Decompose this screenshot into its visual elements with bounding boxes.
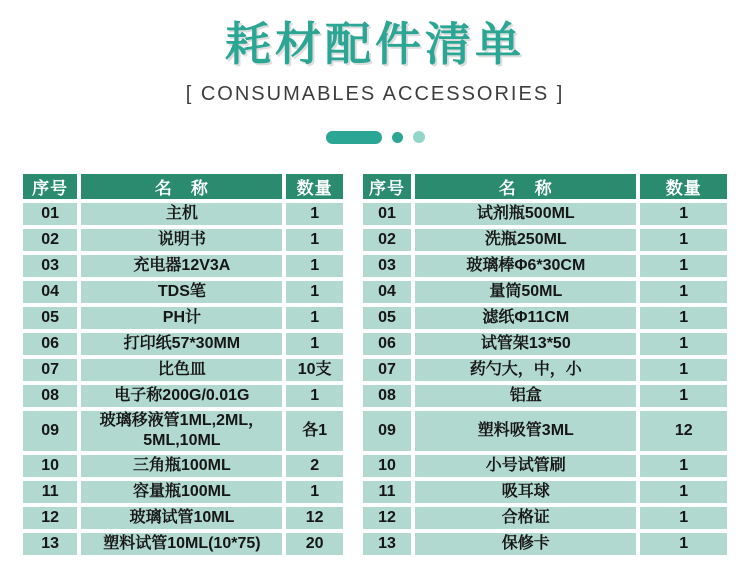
item-name: 塑料吸管3ML bbox=[415, 411, 636, 451]
item-qty: 1 bbox=[640, 307, 727, 329]
item-name: 玻璃移液管1ML,2ML，5ML,10ML bbox=[81, 411, 282, 451]
row-number: 05 bbox=[363, 307, 411, 329]
column-header-no: 序号 bbox=[363, 174, 411, 199]
item-qty: 1 bbox=[640, 507, 727, 529]
table-row bbox=[23, 481, 727, 503]
column-header-qty: 数量 bbox=[286, 174, 342, 199]
item-qty: 1 bbox=[640, 255, 727, 277]
table-row bbox=[23, 533, 727, 555]
item-name: 容量瓶100ML bbox=[81, 481, 282, 503]
item-name: 试管架13*50 bbox=[415, 333, 636, 355]
item-name: PH计 bbox=[81, 307, 282, 329]
table-row bbox=[23, 385, 727, 407]
row-number: 05 bbox=[23, 307, 77, 329]
item-name: 保修卡 bbox=[415, 533, 636, 555]
row-number: 03 bbox=[23, 255, 77, 277]
parts-table-body bbox=[23, 203, 727, 555]
table-gap-spacer bbox=[347, 359, 359, 381]
item-qty: 1 bbox=[286, 385, 342, 407]
table-gap-spacer bbox=[347, 385, 359, 407]
table-row bbox=[23, 359, 727, 381]
item-name: 比色皿 bbox=[81, 359, 282, 381]
item-qty: 1 bbox=[286, 481, 342, 503]
row-number: 02 bbox=[23, 229, 77, 251]
page-title: 耗材配件清单 bbox=[225, 18, 525, 70]
row-number: 11 bbox=[23, 481, 77, 503]
item-name: 铝盒 bbox=[415, 385, 636, 407]
row-number: 06 bbox=[23, 333, 77, 355]
dot-light-icon bbox=[413, 131, 425, 143]
row-number: 01 bbox=[363, 203, 411, 225]
table-gap-spacer bbox=[347, 411, 359, 451]
row-number: 04 bbox=[363, 281, 411, 303]
column-header-no: 序号 bbox=[23, 174, 77, 199]
item-name: 滤纸Φ11CM bbox=[415, 307, 636, 329]
table-row bbox=[23, 229, 727, 251]
item-qty: 12 bbox=[286, 507, 342, 529]
table-row bbox=[23, 507, 727, 529]
column-header-name: 名 称 bbox=[81, 174, 282, 199]
item-qty: 1 bbox=[640, 359, 727, 381]
table-row bbox=[23, 333, 727, 355]
page-subtitle: [ CONSUMABLES ACCESSORIES ] bbox=[185, 83, 565, 105]
row-number: 08 bbox=[23, 385, 77, 407]
item-name: 小号试管刷 bbox=[415, 455, 636, 477]
row-number: 12 bbox=[23, 507, 77, 529]
item-name: 打印纸57*30MM bbox=[81, 333, 282, 355]
item-name: 洗瓶250ML bbox=[415, 229, 636, 251]
table-gap-spacer bbox=[347, 229, 359, 251]
item-name: 塑料试管10ML(10*75) bbox=[81, 533, 282, 555]
consumables-table bbox=[19, 170, 731, 559]
table-row bbox=[23, 455, 727, 477]
item-qty: 1 bbox=[286, 307, 342, 329]
dot-icon bbox=[392, 132, 403, 143]
table-gap-spacer bbox=[347, 481, 359, 503]
item-name: 玻璃棒Φ6*30CM bbox=[415, 255, 636, 277]
item-name: 量筒50ML bbox=[415, 281, 636, 303]
item-qty: 1 bbox=[286, 203, 342, 225]
item-qty: 1 bbox=[640, 281, 727, 303]
table-row bbox=[23, 203, 727, 225]
row-number: 04 bbox=[23, 281, 77, 303]
table-gap-spacer bbox=[347, 507, 359, 529]
table-gap-spacer bbox=[347, 533, 359, 555]
column-header-name: 名 称 bbox=[415, 174, 636, 199]
item-qty: 1 bbox=[286, 281, 342, 303]
table-gap-spacer bbox=[347, 174, 359, 199]
row-number: 11 bbox=[363, 481, 411, 503]
row-number: 08 bbox=[363, 385, 411, 407]
row-number: 13 bbox=[23, 533, 77, 555]
table-row bbox=[23, 281, 727, 303]
row-number: 10 bbox=[23, 455, 77, 477]
row-number: 10 bbox=[363, 455, 411, 477]
row-number: 12 bbox=[363, 507, 411, 529]
row-number: 13 bbox=[363, 533, 411, 555]
row-number: 09 bbox=[363, 411, 411, 451]
item-qty: 12 bbox=[640, 411, 727, 451]
item-qty: 1 bbox=[640, 385, 727, 407]
item-qty: 1 bbox=[640, 203, 727, 225]
item-qty: 各1 bbox=[286, 411, 342, 451]
item-name: 充电器12V3A bbox=[81, 255, 282, 277]
item-qty: 1 bbox=[640, 481, 727, 503]
column-header-qty: 数量 bbox=[640, 174, 727, 199]
item-name: 主机 bbox=[81, 203, 282, 225]
item-name: TDS笔 bbox=[81, 281, 282, 303]
row-number: 06 bbox=[363, 333, 411, 355]
table-section bbox=[0, 170, 750, 559]
table-gap-spacer bbox=[347, 203, 359, 225]
item-qty: 1 bbox=[286, 255, 342, 277]
item-name: 吸耳球 bbox=[415, 481, 636, 503]
row-number: 01 bbox=[23, 203, 77, 225]
row-number: 02 bbox=[363, 229, 411, 251]
table-gap-spacer bbox=[347, 455, 359, 477]
table-gap-spacer bbox=[347, 307, 359, 329]
page-header bbox=[0, 0, 750, 144]
item-name: 试剂瓶500ML bbox=[415, 203, 636, 225]
item-name: 说明书 bbox=[81, 229, 282, 251]
row-number: 07 bbox=[363, 359, 411, 381]
table-gap-spacer bbox=[347, 333, 359, 355]
table-row bbox=[23, 411, 727, 451]
item-qty: 1 bbox=[640, 229, 727, 251]
item-name: 玻璃试管10ML bbox=[81, 507, 282, 529]
item-name: 电子称200G/0.01G bbox=[81, 385, 282, 407]
item-qty: 10支 bbox=[286, 359, 342, 381]
row-number: 07 bbox=[23, 359, 77, 381]
item-qty: 2 bbox=[286, 455, 342, 477]
item-qty: 1 bbox=[640, 533, 727, 555]
table-gap-spacer bbox=[347, 255, 359, 277]
table-gap-spacer bbox=[347, 281, 359, 303]
row-number: 09 bbox=[23, 411, 77, 451]
item-qty: 1 bbox=[286, 229, 342, 251]
item-name: 药勺大，中，小 bbox=[415, 359, 636, 381]
item-name: 三角瓶100ML bbox=[81, 455, 282, 477]
item-qty: 1 bbox=[640, 333, 727, 355]
item-qty: 1 bbox=[286, 333, 342, 355]
decorative-divider bbox=[0, 130, 750, 144]
pill-dash-icon bbox=[326, 131, 382, 144]
row-number: 03 bbox=[363, 255, 411, 277]
item-qty: 1 bbox=[640, 455, 727, 477]
table-row bbox=[23, 255, 727, 277]
item-qty: 20 bbox=[286, 533, 342, 555]
item-name: 合格证 bbox=[415, 507, 636, 529]
table-header-row bbox=[23, 174, 727, 199]
table-row bbox=[23, 307, 727, 329]
